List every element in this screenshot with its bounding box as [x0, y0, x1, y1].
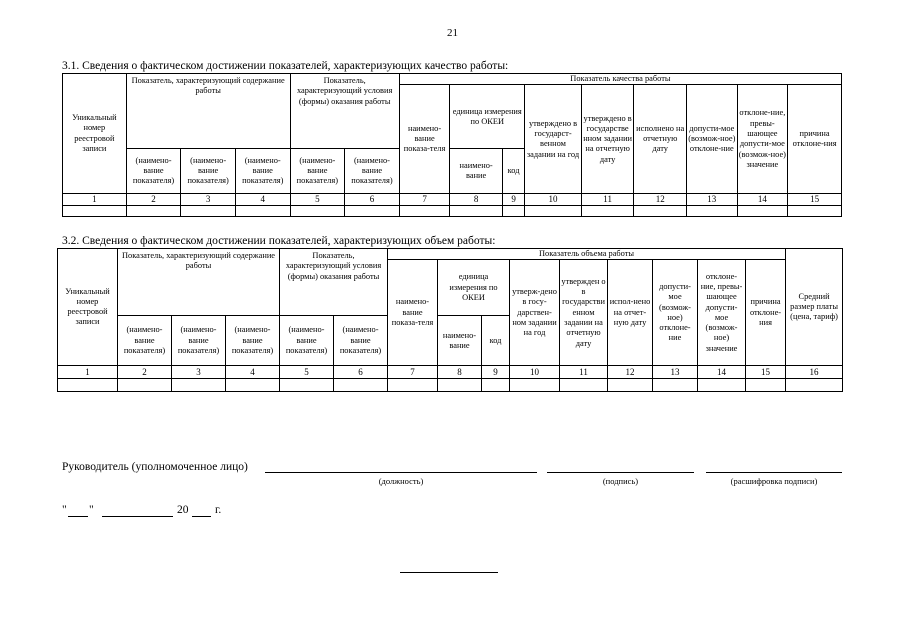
column-number: 10: [510, 366, 560, 379]
header-deviation-reason: причина отклоне-ния: [788, 85, 842, 194]
column-number: 7: [399, 194, 450, 206]
subheader-indicator: (наимено-вание показателя): [290, 149, 345, 194]
date-year-suffix: г.: [215, 504, 222, 516]
header-average-price: Средний размер платы (цена, тариф): [786, 249, 843, 366]
page-number: 21: [447, 27, 458, 39]
column-number: 11: [581, 194, 634, 206]
column-number: 15: [746, 366, 786, 379]
column-number: 8: [450, 194, 503, 206]
column-number: 12: [608, 366, 653, 379]
header-approved-year: утверждено в государст-венном задании на год: [525, 85, 582, 194]
header-unit-name: наимено-вание: [450, 149, 503, 194]
header-approved-date: утвержден о в государстви енном задании на отчетную дату: [560, 260, 608, 366]
subheader-indicator: (наимено-вание показателя): [334, 316, 388, 366]
column-number: 12: [634, 194, 687, 206]
date-year-prefix: 20: [177, 504, 189, 516]
date-month-line[interactable]: [102, 516, 173, 517]
header-registry: Уникальный номер реестровой записи: [63, 74, 127, 194]
subheader-indicator: (наимено-вание показателя): [280, 316, 334, 366]
header-content: Показатель, характеризующий содержание работы: [126, 74, 290, 149]
header-content: Показатель, характеризующий содержание работы: [118, 249, 280, 316]
volume-table: [57, 248, 843, 392]
subheader-indicator: (наимено-вание показателя): [235, 149, 290, 194]
column-number: 11: [560, 366, 608, 379]
header-registry: Уникальный номер реестровой записи: [58, 249, 118, 366]
header-indicator-name: наимено-вание показа-теля: [388, 260, 438, 366]
decode-caption: (расшифровка подписи): [730, 476, 818, 486]
column-number: 2: [126, 194, 181, 206]
column-number: 13: [653, 366, 698, 379]
header-executed: исполнено на отчетную дату: [634, 85, 687, 194]
date-quote-close: ": [89, 504, 94, 516]
date-day-line[interactable]: [68, 516, 88, 517]
column-number: 14: [737, 194, 788, 206]
column-number: 10: [525, 194, 582, 206]
footnote-separator: [400, 572, 498, 573]
header-volume-group: Показатель объема работы: [388, 249, 786, 260]
header-conditions: Показатель, характеризующий условия (формы) оказания работы: [290, 74, 399, 149]
header-allowed-deviation: допусти-мое (возмож-ное) отклоне-ние: [653, 260, 698, 366]
column-number: 13: [687, 194, 738, 206]
header-exceeding-deviation: отклоне-ние, превы-шающее допусти-мое (возмож-ное) значение: [698, 260, 746, 366]
decode-line[interactable]: [706, 472, 842, 473]
column-number: 3: [172, 366, 226, 379]
header-allowed-deviation: допусти-мое (возмож-ное) отклоне-ние: [687, 85, 738, 194]
subheader-indicator: (наимено-вание показателя): [345, 149, 400, 194]
header-unit-code: код: [482, 316, 510, 366]
column-number: 6: [334, 366, 388, 379]
header-conditions: Показатель, характеризующий условия (формы) оказания работы: [280, 249, 388, 316]
column-number: 9: [482, 366, 510, 379]
position-caption: (должность): [378, 476, 424, 486]
header-unit-code: код: [502, 149, 524, 194]
header-unit: единица измерения по ОКЕИ: [438, 260, 510, 316]
date-year-line[interactable]: [192, 516, 211, 517]
column-number: 1: [58, 366, 118, 379]
column-number: 6: [345, 194, 400, 206]
subheader-indicator: (наимено-вание показателя): [172, 316, 226, 366]
header-executed: испол-нено на отчет-ную дату: [608, 260, 653, 366]
column-number: 9: [502, 194, 524, 206]
table-row: [63, 206, 842, 217]
table-row: [58, 379, 843, 392]
header-deviation-reason: причина отклоне-ния: [746, 260, 786, 366]
signature-caption: (подпись): [602, 476, 639, 486]
subheader-indicator: (наимено-вание показателя): [181, 149, 236, 194]
subheader-indicator: (наимено-вание показателя): [226, 316, 280, 366]
section2-title: 3.2. Сведения о фактическом достижении показателей, характеризующих объем работы:: [62, 235, 496, 247]
subheader-indicator: (наимено-вание показателя): [118, 316, 172, 366]
column-number: 14: [698, 366, 746, 379]
header-exceeding-deviation: отклоне-ние, превы-шающее допусти-мое (возмож-ное) значение: [737, 85, 788, 194]
column-number: 3: [181, 194, 236, 206]
column-number: 1: [63, 194, 127, 206]
column-number: 5: [290, 194, 345, 206]
subheader-indicator: (наимено-вание показателя): [126, 149, 181, 194]
column-number: 15: [788, 194, 842, 206]
date-quote-open: ": [62, 504, 67, 516]
header-unit: единица измерения по ОКЕИ: [450, 85, 525, 149]
header-quality-group: Показатель качества работы: [399, 74, 841, 85]
column-number: 7: [388, 366, 438, 379]
column-number: 4: [235, 194, 290, 206]
column-number: 16: [786, 366, 843, 379]
header-unit-name: наимено-вание: [438, 316, 482, 366]
signature-label: Руководитель (уполномоченное лицо): [62, 461, 248, 473]
column-number: 8: [438, 366, 482, 379]
header-approved-year: утверж-дено в госу-дарствен-ном задании на год: [510, 260, 560, 366]
signature-line[interactable]: [547, 472, 694, 473]
column-number: 5: [280, 366, 334, 379]
column-number: 2: [118, 366, 172, 379]
section1-title: 3.1. Сведения о фактическом достижении показателей, характеризующих качество работы:: [62, 60, 509, 72]
header-approved-date: утверждено в государстве нном задании на отчетную дату: [581, 85, 634, 194]
quality-table: [62, 73, 842, 217]
position-line[interactable]: [265, 472, 537, 473]
column-number: 4: [226, 366, 280, 379]
header-indicator-name: наимено-вание показа-теля: [399, 85, 450, 194]
